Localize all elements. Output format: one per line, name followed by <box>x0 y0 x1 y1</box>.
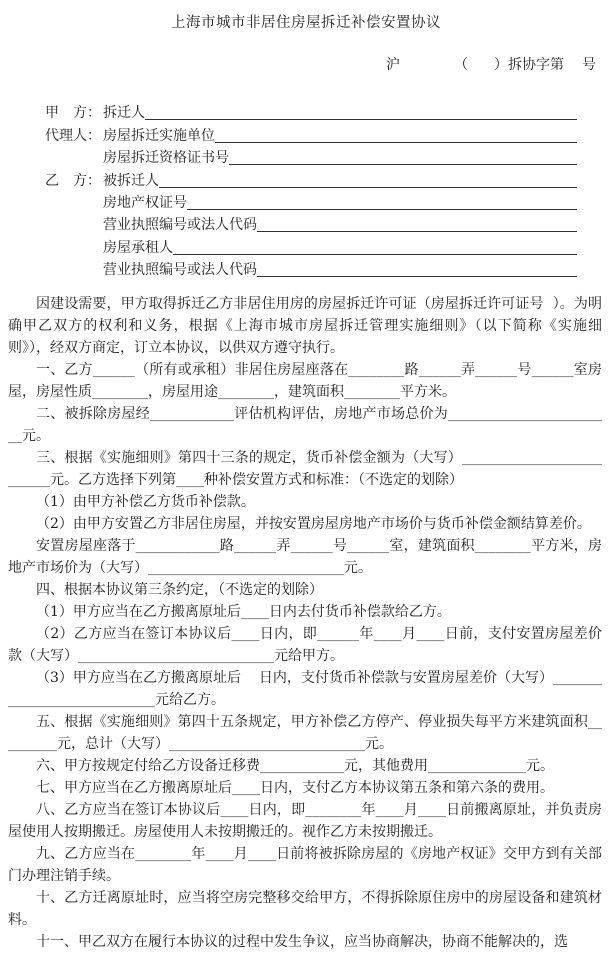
fill-in-line <box>215 142 577 143</box>
fill-in-line <box>257 231 577 232</box>
clause-5: 五、根据《实施细则》第四十五条规定，甲方补偿乙方停产、停业损失每平方米建筑面积_________元，总计（大写）____________________________元。 <box>8 714 602 753</box>
party-label: 拆迁人 <box>103 105 145 122</box>
clause-9: 九、乙方应当在________年____月____日前将被拆除房屋的《房地产权证》交甲方到有关部门办理注销手续。 <box>8 846 602 885</box>
clause-11-partial: 十一、甲乙双方在履行本协议的过程中发生争议，应当协商解决，协商不能解决的，选 <box>36 934 568 951</box>
party-label: 营业执照编号或法人代码 <box>103 217 257 234</box>
intro-paragraph: 因建设需要，甲方取得拆迁乙方非居住用房的房屋拆迁许可证（房屋拆迁许可证号 ）。为明确甲乙双方的权利和义务，根据《上海市城市房屋拆迁管理实施细则》（以下简称《实施细则》），经双方商定，订立本协议，以供双方遵守执行。 <box>8 296 602 357</box>
fill-in-line <box>257 276 577 277</box>
doc-number-series: ）拆协字第 <box>494 57 564 73</box>
parties-block <box>45 100 577 279</box>
party-row <box>45 122 577 144</box>
document-number-line <box>0 54 612 74</box>
party-label: 房屋拆迁实施单位 <box>103 127 215 144</box>
fill-in-line <box>187 209 577 210</box>
clause-4: 四、根据本协议第三条约定，（不选定的划除） <box>36 582 323 599</box>
doc-number-suffix: 号 <box>582 57 596 73</box>
fill-in-line <box>145 119 577 120</box>
clause-6: 六、甲方按规定付给乙方设备迁移费____________元，其他费用______________元。 <box>36 758 554 775</box>
clause-8: 八、乙方应当在签订本协议后____日内，即________年____月____日前搬离原址，并负责房屋使用人按期搬迁。房屋使用人未按期搬迁的。视作乙方未按期搬迁。 <box>8 802 602 841</box>
fill-in-line <box>173 254 577 255</box>
party-row <box>45 257 577 279</box>
clause-3: 三、根据《实施细则》第四十三条的规定，货币补偿金额为（大写）__________________________元。乙方选择下列第____种补偿安置方式和标准：（不选定的划除） <box>8 450 602 489</box>
party-prefix: 代理人： <box>45 127 101 144</box>
clause-4-item-1: （1）甲方应当在乙方搬离原址后____日内去付货币补偿款给乙方。 <box>36 604 451 621</box>
clause-3-option-2: （2）由甲方安置乙方非居住房屋，并按安置房屋房地产市场价与货币补偿金额结算差价。 <box>36 516 591 533</box>
party-row <box>45 234 577 256</box>
party-row <box>45 167 577 189</box>
clause-1: 一、乙方______（所有或承租）非居住房屋座落在________路______弄______号______室房屋，房屋性质________，房屋用途________，建筑面积________平方米。 <box>8 362 602 401</box>
party-label: 营业执照编号或法人代码 <box>103 262 257 279</box>
doc-number-paren-open: （ <box>454 57 468 73</box>
fill-in-line <box>159 187 577 188</box>
clause-4-item-2: （2）乙方应当在签订本协议后____日内，即______年____月____日前，支付安置房屋差价款（大写）____________________________元给甲方。 <box>8 626 602 665</box>
party-row <box>45 212 577 234</box>
clause-2: 二、被拆除房屋经____________评估机构评估，房地产市场总价为________________________元。 <box>8 406 602 445</box>
party-prefix: 甲 方： <box>45 105 101 122</box>
party-label: 被拆迁人 <box>103 172 159 189</box>
clause-3-option-1: （1）由甲方补偿乙方货币补偿款。 <box>36 494 255 511</box>
doc-number-region: 沪 <box>386 57 400 73</box>
agreement-body <box>8 293 602 953</box>
clause-4-item-3: （3）甲方应当在乙方搬离原址后 日内，支付货币补偿款与安置房屋差价（大写）____________________________元给乙方。 <box>8 670 602 709</box>
clause-10: 十、乙方迁离原址时，应当将空房完整移交给甲方，不得拆除原住房中的房屋设备和建筑材料。 <box>8 890 602 929</box>
party-label: 房地产权证号 <box>103 194 187 211</box>
party-row <box>45 100 577 122</box>
party-label: 房屋拆迁资格证书号 <box>103 150 229 167</box>
party-prefix: 乙 方： <box>45 172 101 189</box>
clause-3-resettlement-location: 安置房屋座落于____________路______弄______号______室，建筑面积________平方米，房地产市场价为（大写）____________________________元。 <box>8 538 602 577</box>
party-row <box>45 145 577 167</box>
party-row <box>45 190 577 212</box>
clause-7: 七、甲方应当在乙方搬离原址后____日内，支付乙方本协议第五条和第六条的费用。 <box>36 780 554 797</box>
party-label: 房屋承租人 <box>103 239 173 256</box>
document-title: 上海市城市非居住房屋拆迁补偿安置协议 <box>171 15 441 31</box>
fill-in-line <box>229 164 577 165</box>
